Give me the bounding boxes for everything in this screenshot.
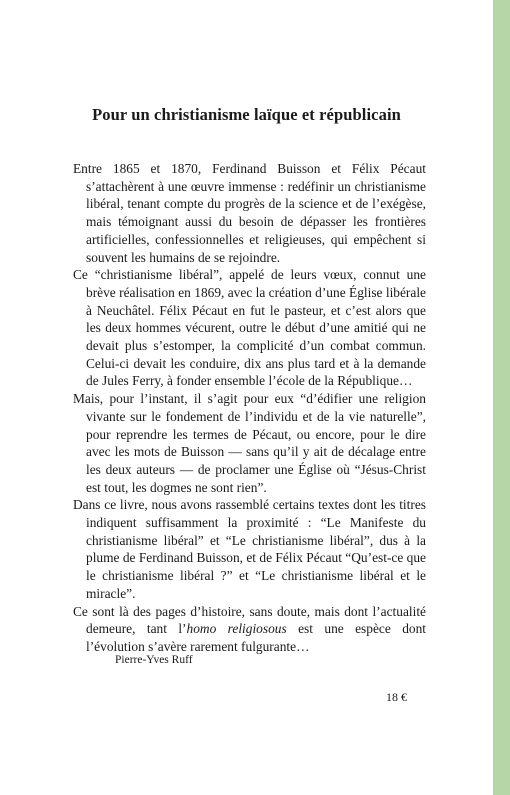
paragraph-text: Entre 1865 et 1870, Ferdinand Buisson et Félix Pécaut s’attachèrent à une œuvre immense : redéfinir un christianisme libéral, tenant compte du progrès de la science et de l’exégèse, mais témoignant aussi du besoin de dépasser les frontières artificielles, confessionnelles et religieuses, qui empêchent si souvent les humains de se rejoindre. bbox=[73, 161, 426, 265]
paragraph-text: est une espèce dont l’évolution s’avère rarement fulgurante… bbox=[86, 621, 426, 654]
paragraph-text: Dans ce livre, nous avons rassemblé certains textes dont les titres indiquent suffisamment la proximité : “Le Manifeste du christianisme libéral” et “Le christianisme libéral”, dus à la plume de Ferdinand Buisson, et de Félix Pécaut “Qu’est-ce que le christianisme libéral ?” et “Le christianisme libéral et le miracle”. bbox=[73, 497, 426, 601]
spine-strip bbox=[493, 0, 510, 795]
paragraph-5 bbox=[73, 603, 426, 656]
author-signature: Pierre-Yves Ruff bbox=[115, 654, 193, 666]
price-label: 18 € bbox=[386, 690, 407, 704]
page-title: Pour un christianisme laïque et républicain bbox=[92, 105, 401, 124]
paragraph-2 bbox=[73, 266, 426, 390]
paragraph-3 bbox=[73, 390, 426, 496]
paragraph-text: Ce sont là des pages d’histoire, sans doute, mais dont l’actualité demeure, tant l’ bbox=[73, 603, 426, 637]
paragraph-1 bbox=[73, 160, 426, 266]
italic-term: homo religiosous bbox=[186, 621, 287, 637]
paragraph-text: Mais, pour l’instant, il s’agit pour eux “d’édifier une religion vivante sur le fondement de l’individu et de la vie naturelle”, pour reprendre les termes de Pécaut, ou encore, pour le dire avec les mots de Buisson — sans qu’il y ait de décalage entre les deux auteurs — de proclamer une Église où “Jésus-Christ est tout, les dogmes ne sont rien”. bbox=[73, 391, 426, 495]
paragraph-text: Ce “christianisme libéral”, appelé de leurs vœux, connut une brève réalisation en 1869, avec la création d’une Église libérale à Neuchâtel. Félix Pécaut en fut le pasteur, et c’est alors que les deux hommes vécurent, outre le début d’une amitié qui ne devait plus s’estomper, la complicité d’un combat commun. Celui-ci devait les conduire, dix ans plus tard et à la demande de Jules Ferry, à fonder ensemble l’école de la République… bbox=[73, 267, 426, 389]
blurb-text bbox=[73, 160, 426, 656]
paragraph-4 bbox=[73, 496, 426, 602]
